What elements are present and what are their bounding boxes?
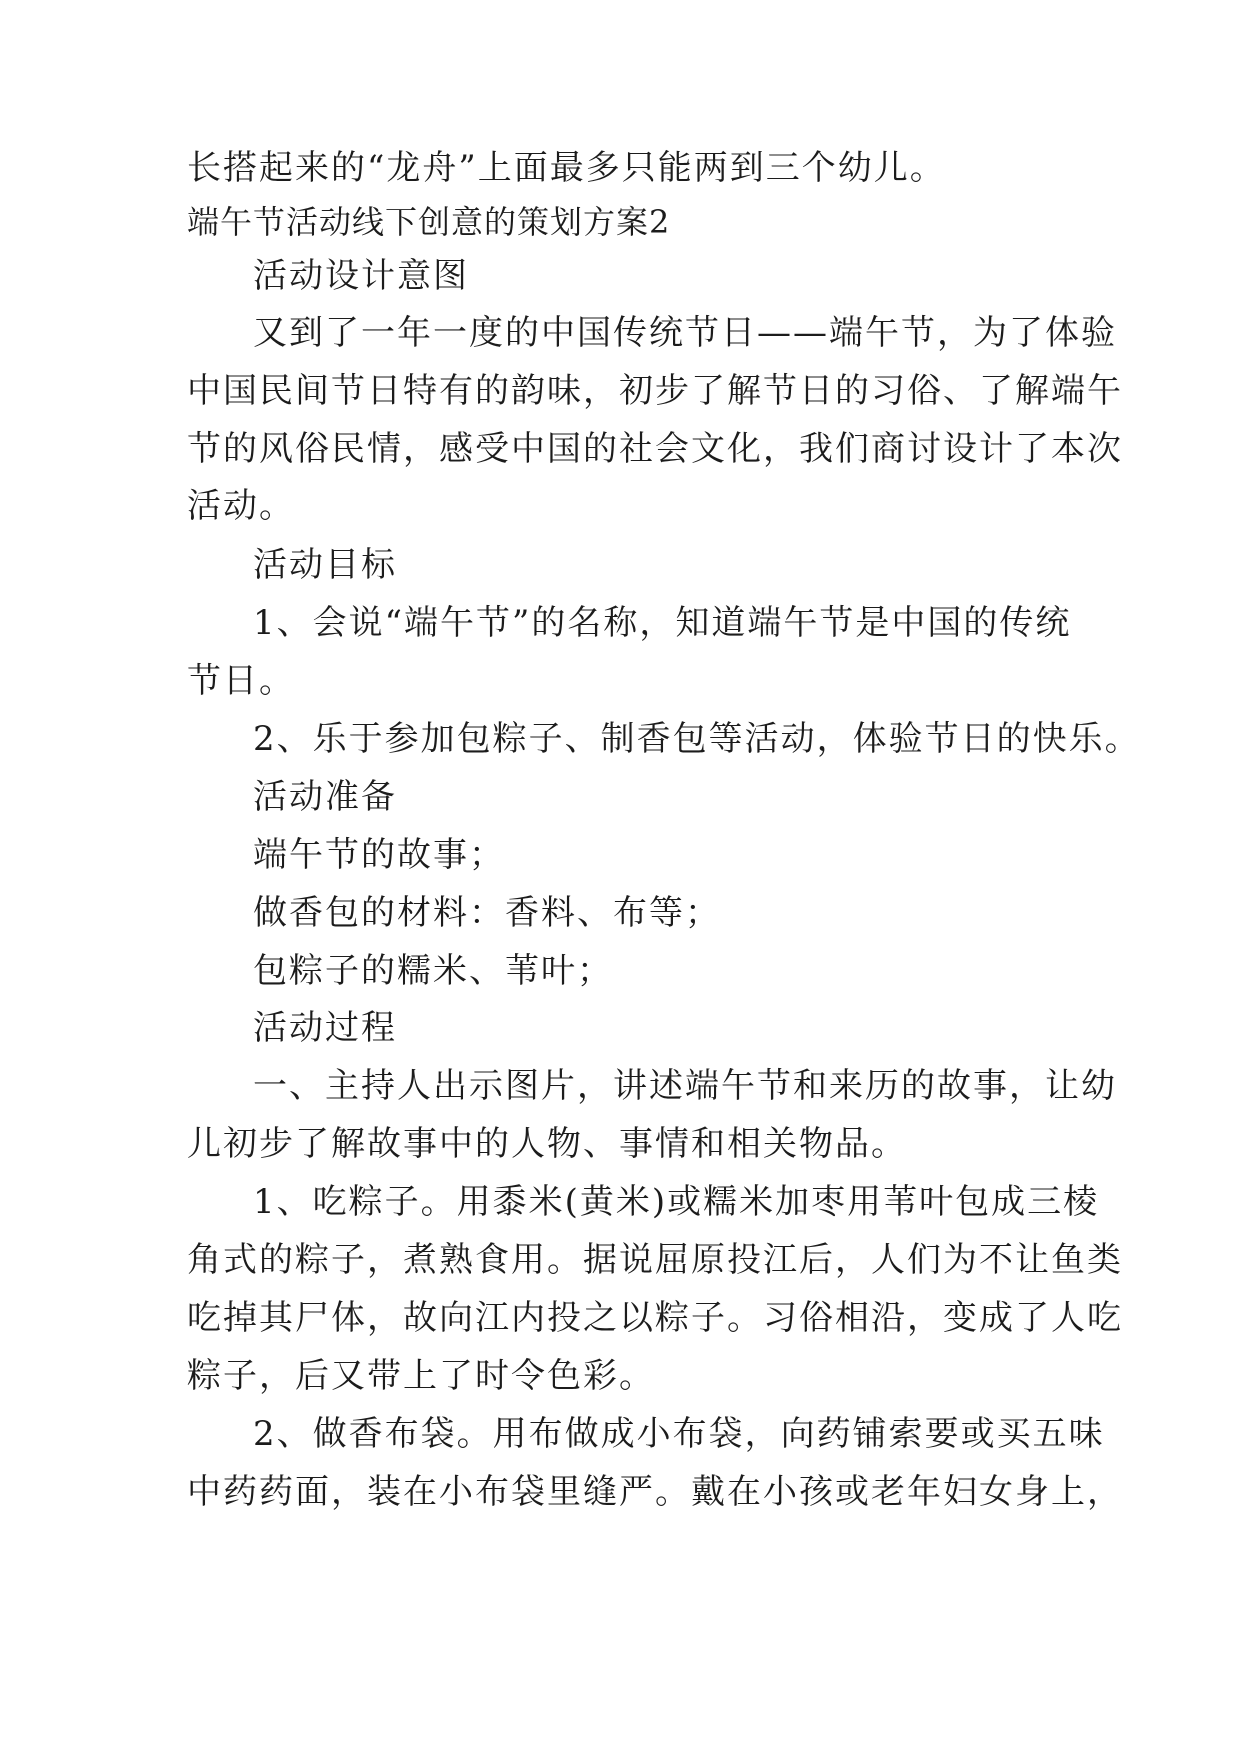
paragraph-line: 又到了一年一度的中国传统节日——端午节，为了体验 xyxy=(253,313,1117,353)
list-item-line: 端午节的故事； xyxy=(253,835,505,875)
paragraph-line: 2、做香布袋。用布做成小布袋，向药铺索要或买五味 xyxy=(253,1414,1105,1454)
list-item-line: 节日。 xyxy=(187,661,295,701)
subheading-preparation: 活动准备 xyxy=(253,777,397,817)
section-heading: 端午节活动线下创意的策划方案2 xyxy=(187,203,671,241)
subheading-process: 活动过程 xyxy=(253,1008,397,1048)
paragraph-line: 角式的粽子，煮熟食用。据说屈原投江后，人们为不让鱼类 xyxy=(187,1240,1123,1280)
text-line-continuation: 长搭起来的“龙舟”上面最多只能两到三个幼儿。 xyxy=(187,148,946,188)
paragraph-line: 中药药面，装在小布袋里缝严。戴在小孩或老年妇女身上， xyxy=(187,1472,1123,1512)
subheading-design-intent: 活动设计意图 xyxy=(253,256,469,296)
paragraph-line: 粽子，后又带上了时令色彩。 xyxy=(187,1356,655,1396)
list-item-line: 包粽子的糯米、苇叶； xyxy=(253,951,613,991)
paragraph-line: 一、主持人出示图片，讲述端午节和来历的故事，让幼 xyxy=(253,1066,1117,1106)
paragraph-line: 1、吃粽子。用黍米(黄米)或糯米加枣用苇叶包成三棱 xyxy=(253,1182,1100,1222)
paragraph-line: 节的风俗民情，感受中国的社会文化，我们商讨设计了本次 xyxy=(187,429,1123,469)
paragraph-line: 中国民间节日特有的韵味，初步了解节日的习俗、了解端午 xyxy=(187,371,1123,411)
list-item-line: 1、会说“端午节”的名称，知道端午节是中国的传统 xyxy=(253,603,1072,643)
subheading-goals: 活动目标 xyxy=(253,545,397,585)
paragraph-line: 吃掉其尸体，故向江内投之以粽子。习俗相沿，变成了人吃 xyxy=(187,1298,1123,1338)
paragraph-line: 活动。 xyxy=(187,486,295,526)
paragraph-line: 儿初步了解故事中的人物、事情和相关物品。 xyxy=(187,1124,907,1164)
list-item-line: 做香包的材料：香料、布等； xyxy=(253,893,721,933)
list-item-line: 2、乐于参加包粽子、制香包等活动，体验节日的快乐。 xyxy=(253,719,1141,759)
